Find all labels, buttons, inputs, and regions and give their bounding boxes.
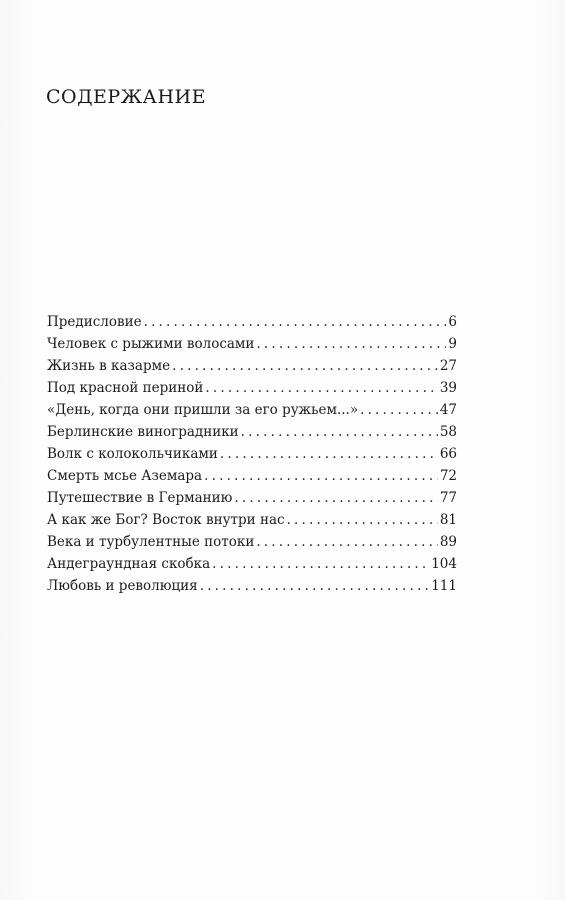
toc-entry-title: «День, когда они пришли за его ружьем...» xyxy=(47,402,359,418)
toc-entry xyxy=(47,399,457,421)
toc-entry-page: 47 xyxy=(439,402,457,418)
toc-entry-page: 66 xyxy=(439,446,457,462)
toc-entry xyxy=(47,531,457,553)
toc-dot-leader xyxy=(204,465,438,487)
toc-entry xyxy=(47,443,457,465)
toc-entry-page: 27 xyxy=(439,358,457,374)
toc-entry xyxy=(47,377,457,399)
toc-dot-leader xyxy=(360,399,438,421)
toc-entry-title: Волк с колокольчиками xyxy=(47,446,218,462)
toc-entry-page: 81 xyxy=(439,512,457,528)
toc-dot-leader xyxy=(220,443,438,465)
toc-entry xyxy=(47,487,457,509)
toc-entry-title: Предисловие xyxy=(47,314,142,330)
toc-entry-title: Человек с рыжими волосами xyxy=(47,336,255,352)
toc-dot-leader xyxy=(200,575,430,597)
toc-dot-leader xyxy=(241,421,438,443)
toc-dot-leader xyxy=(212,553,429,575)
toc-dot-leader xyxy=(205,377,437,399)
toc-entry xyxy=(47,553,457,575)
toc-entry-page: 104 xyxy=(431,556,457,572)
toc-entry-title: А как же Бог? Восток внутри нас xyxy=(47,512,285,528)
toc-entry-title: Любовь и революция xyxy=(47,578,198,594)
toc-entry xyxy=(47,465,457,487)
toc-entry-page: 58 xyxy=(439,424,457,440)
toc-dot-leader xyxy=(256,531,438,553)
table-of-contents xyxy=(47,311,457,597)
toc-entry xyxy=(47,575,457,597)
toc-entry-title: Века и турбулентные потоки xyxy=(47,534,255,550)
toc-entry-title: Путешествие в Германию xyxy=(47,490,233,506)
toc-entry-page: 39 xyxy=(439,380,457,396)
toc-entry-title: Смерть мсье Аземара xyxy=(47,468,203,484)
toc-entry xyxy=(47,333,457,355)
toc-dot-leader xyxy=(234,487,437,509)
toc-entry-page: 9 xyxy=(448,336,457,352)
toc-entry-page: 6 xyxy=(448,314,457,330)
toc-dot-leader xyxy=(287,509,438,531)
toc-entry-page: 72 xyxy=(439,468,457,484)
toc-entry-page: 89 xyxy=(439,534,457,550)
toc-entry-title: Жизнь в казарме xyxy=(47,358,171,374)
toc-entry-title: Андеграундная скобка xyxy=(47,556,211,572)
toc-entry-title: Под красной периной xyxy=(47,380,204,396)
toc-entry-page: 77 xyxy=(439,490,457,506)
contents-heading: СОДЕРЖАНИЕ xyxy=(46,86,206,108)
toc-entry xyxy=(47,509,457,531)
toc-entry xyxy=(47,421,457,443)
toc-entry xyxy=(47,355,457,377)
toc-entry-page: 111 xyxy=(431,578,457,594)
toc-dot-leader xyxy=(144,311,447,333)
toc-entry xyxy=(47,311,457,333)
toc-entry-title: Берлинские виноградники xyxy=(47,424,239,440)
toc-dot-leader xyxy=(256,333,446,355)
toc-dot-leader xyxy=(172,355,438,377)
